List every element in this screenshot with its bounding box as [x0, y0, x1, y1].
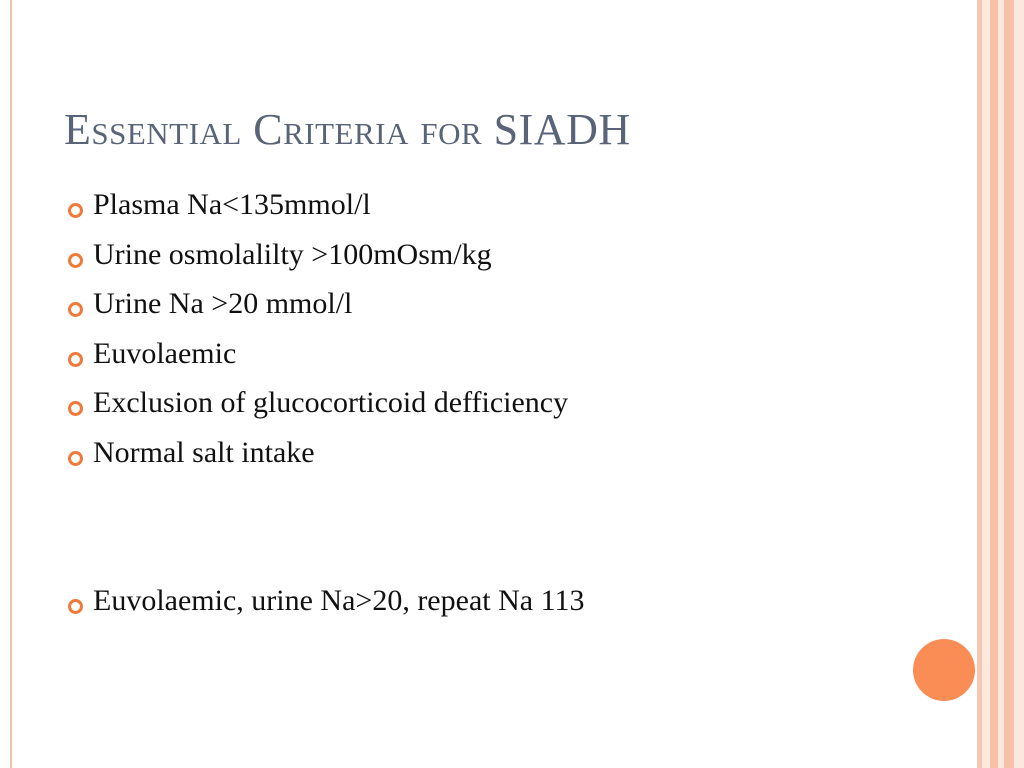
bullet-text: Urine osmolalilty >100mOsm/kg [93, 237, 492, 271]
bullet-text: Euvolaemic, urine Na>20, repeat Na 113 [93, 584, 585, 617]
bullet-circle-icon [68, 203, 83, 218]
decorative-stripe [990, 0, 998, 768]
bullet-circle-icon [68, 253, 83, 268]
slide-title: Essential Criteria for SIADH [64, 105, 631, 154]
bullet-text: Normal salt intake [93, 435, 315, 469]
bullet-text: Exclusion of glucocorticoid defficiency [93, 386, 569, 419]
bullet-circle-icon [68, 352, 83, 367]
bullet-circle-icon [68, 302, 83, 317]
left-border-line [10, 0, 12, 768]
bullet-text: Plasma Na<135mmol/l [93, 188, 371, 221]
bullet-circle-icon [68, 599, 83, 614]
decorative-stripe [1014, 0, 1024, 768]
bullet-text: Euvolaemic [93, 336, 237, 370]
bullet-circle-icon [68, 451, 83, 466]
decorative-stripe [1004, 0, 1014, 768]
decorative-circle [913, 639, 975, 701]
decorative-stripe [982, 0, 990, 768]
bullet-circle-icon [68, 401, 83, 416]
bullet-text: Urine Na >20 mmol/l [93, 287, 353, 320]
